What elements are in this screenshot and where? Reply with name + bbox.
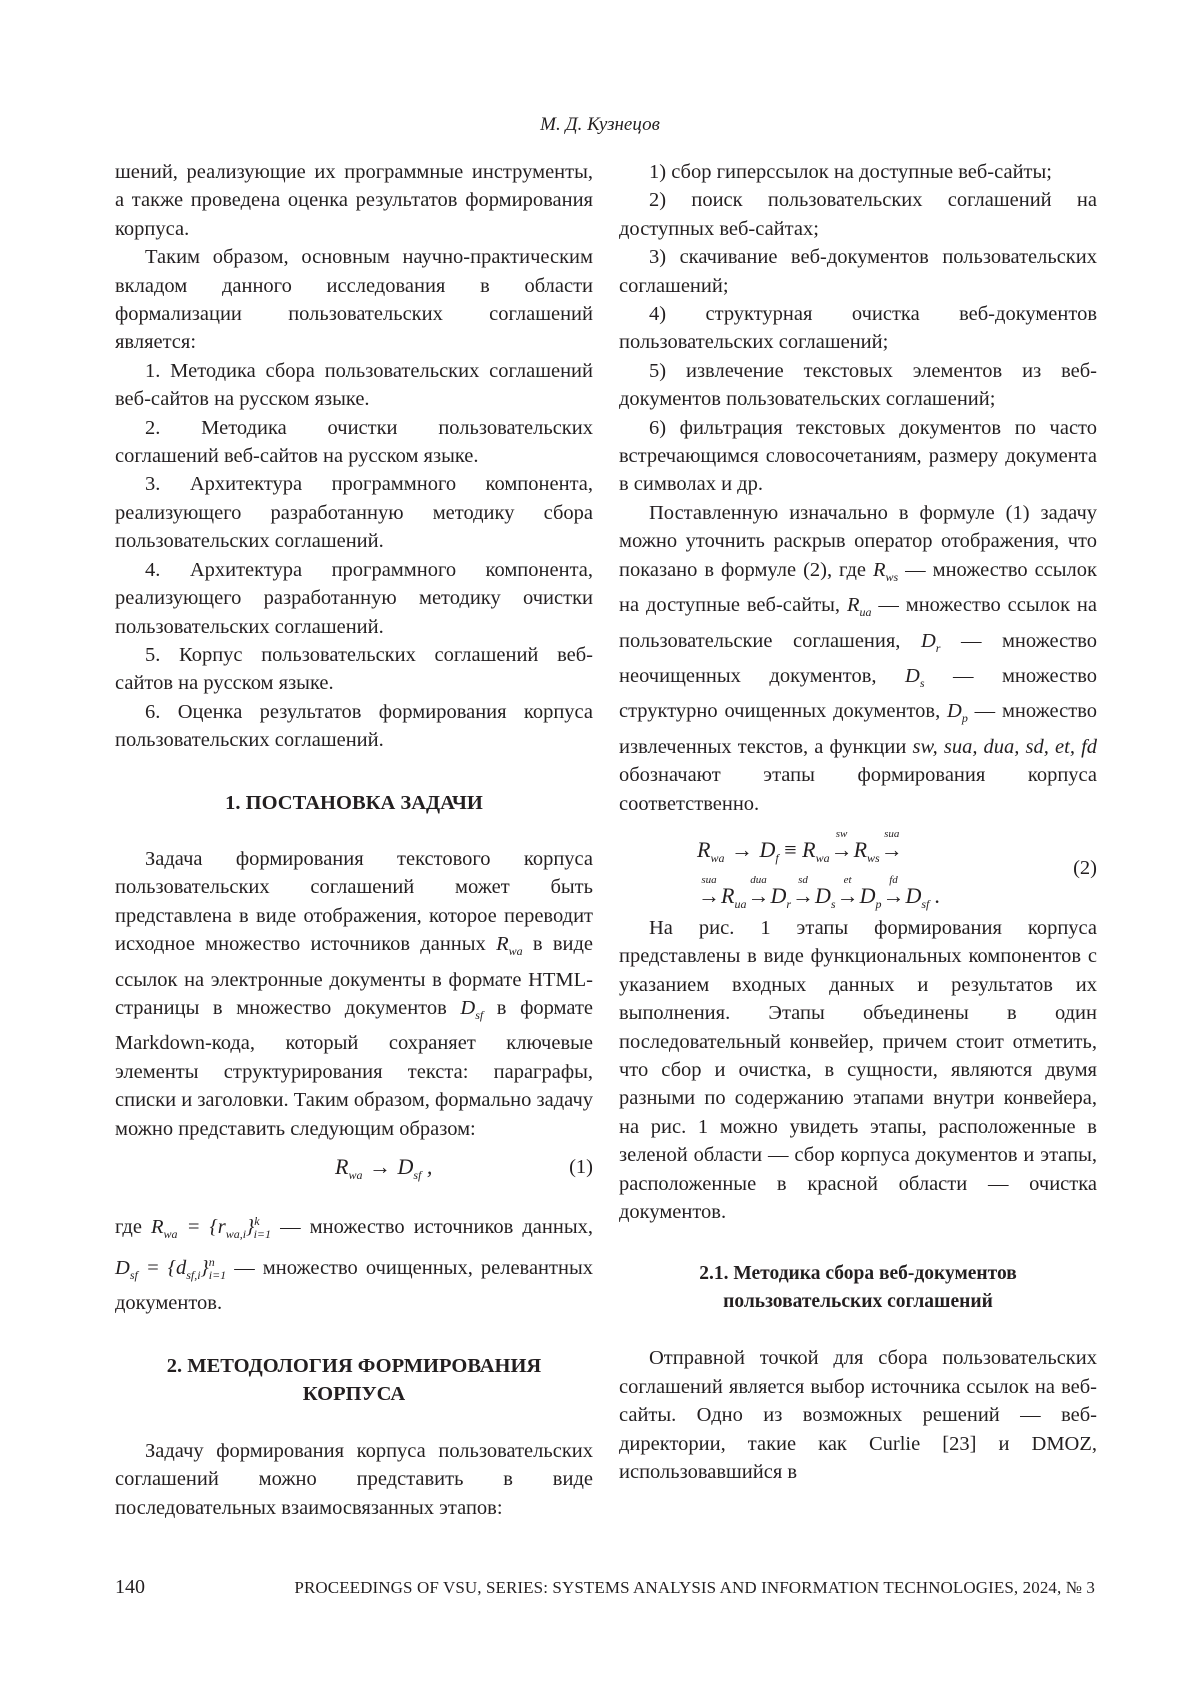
section-heading: 1. ПОСТАНОВКА ЗАДАЧИ <box>225 791 483 814</box>
equation-number: (1) <box>569 1156 593 1178</box>
paragraph: Задачу формирования корпуса пользовательских соглашений можно представить в виде последовательных взаимосвязанных этапов: <box>115 1439 593 1519</box>
page-number: 140 <box>115 1576 145 1598</box>
list-item: 3. Архитектура программного компонента, реализующего разработанную методику сбора пользовательских соглашений. <box>115 473 593 553</box>
subsection-heading: 2.1. Методика сбора веб-документов пользовательских соглашений <box>699 1263 1017 1313</box>
paragraph: где $R_{wa} = \{r_{wa,i}\}^k_{i=1}$ — множество источников данных, $D_{sf} = \{d_{sf,i}\}^n_{i=1}$ — множество очищенных, релевантных документов. <box>115 1214 593 1315</box>
list-item: 3) скачивание веб-документов пользовательских соглашений; <box>619 246 1097 297</box>
list-item: 2. Методика очистки пользовательских соглашений веб-сайтов на русском языке. <box>115 416 593 468</box>
list-item: 4. Архитектура программного компонента, реализующего разработанную методику очистки пользовательских соглашений. <box>115 558 593 638</box>
list-item: 6) фильтрация текстовых документов по часто встречающимся словосочетаниям, размеру документа в символах и др. <box>619 416 1097 496</box>
paragraph: Задача формирования текстового корпуса пользовательских соглашений может быть представлена в виде отображения, которое переводит исходное множество источников данных $R_{wa}$ в виде ссылок на электронные документы в формате HTML-страницы в множество документов $D_{sf}$ в формате Markdown-кода, который сохраняет ключевые элементы структурирования текста: параграфы, списки и заголовки. Таким образом, формально задачу можно представить следующим образом: <box>115 847 593 1140</box>
list-item: 4) структурная очистка веб-документов пользовательских соглашений; <box>619 303 1097 354</box>
equation-number: (2) <box>1073 856 1097 879</box>
list-item: 5) извлечение текстовых элементов из веб-документов пользовательских соглашений; <box>619 359 1097 411</box>
journal-title: PROCEEDINGS OF VSU, SERIES: SYSTEMS ANALYSIS AND INFORMATION TECHNOLOGIES, 2024, № 3 <box>294 1578 1095 1597</box>
list-item: 6. Оценка результатов формирования корпуса пользовательских соглашений. <box>115 700 593 752</box>
right-column <box>619 158 1097 1486</box>
formula-2: $R_{wa} \to D_f \equiv R_{wa}$ sw $\to R_{ws}$ sua → sua $\to R_{ua}$ dua $\to D_r$ sd $\to D_s$ et $\to D_p$ fd $\to D_{sf}$ . (2) <box>697 827 1097 911</box>
formula-1: $R_{wa} \to D_{sf}$ , (1) <box>335 1154 593 1182</box>
section-heading: 2. МЕТОДОЛОГИЯ ФОРМИРОВАНИЯ КОРПУСА <box>166 1354 542 1406</box>
paragraph: Отправной точкой для сбора пользовательских соглашений является выбор источника ссылок на веб-сайты. Одно из возможных решений — веб-директории, такие как Curlie [23] и DMOZ, использовавшийся в <box>619 1347 1097 1484</box>
list-item: 1) сбор гиперссылок на доступные веб-сайты; <box>649 161 1052 183</box>
list-item: 2) поиск пользовательских соглашений на доступных веб-сайтах; <box>619 189 1097 240</box>
left-column <box>115 158 593 1522</box>
list-item: 5. Корпус пользовательских соглашений веб-сайтов на русском языке. <box>115 643 593 695</box>
list-item: 1. Методика сбора пользовательских соглашений веб-сайтов на русском языке. <box>115 359 593 411</box>
paragraph: Поставленную изначально в формуле (1) задачу можно уточнить раскрыв оператор отображения, что показано в формуле (2), где $R_{ws}$ — множество ссылок на доступные веб-сайты, $R_{ua}$ — множество ссылок на пользовательские соглашения, $D_r$ — множество неочищенных документов, $D_s$ — множество структурно очищенных документов, $D_p$ — множество извлеченных текстов, а функции sw, sua, dua, sd, et, fd обозначают этапы формирования корпуса соответственно. <box>619 501 1098 815</box>
paragraph: На рис. 1 этапы формирования корпуса представлены в виде функциональных компонентов с указанием входных данных и результатов их выполнения. Этапы объединены в один последовательный конвейер, причем стоит отметить, что сбор и очистка, в сущности, являются двумя разными по содержанию этапами внутри конвейера, на рис. 1 можно увидеть этапы, расположенные в зеленой области — сбор корпуса документов и этапы, расположенные в красной области — очистка документов. <box>619 916 1097 1223</box>
paragraph: Таким образом, основным научно-практическим вкладом данного исследования в области формализации пользовательских соглашений является: <box>115 246 593 354</box>
running-header-author: М. Д. Кузнецов <box>540 114 660 135</box>
paragraph: шений, реализующие их программные инструменты, а также проведена оценка результатов формирования корпуса. <box>115 161 593 240</box>
